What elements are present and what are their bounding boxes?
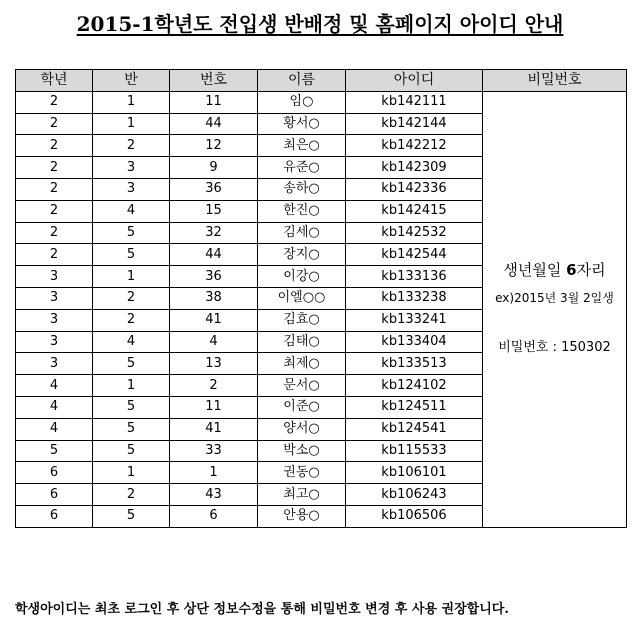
cell-class: 5	[93, 353, 170, 375]
cell-id: kb133404	[346, 331, 483, 353]
cell-grade: 2	[16, 157, 93, 179]
cell-number: 43	[170, 484, 258, 506]
cell-name: 김세○	[258, 222, 346, 244]
cell-grade: 3	[16, 331, 93, 353]
password-rule-suffix: 자리	[576, 261, 606, 280]
cell-grade: 2	[16, 244, 93, 266]
cell-number: 11	[170, 91, 258, 113]
cell-number: 9	[170, 157, 258, 179]
cell-grade: 2	[16, 91, 93, 113]
cell-number: 13	[170, 353, 258, 375]
cell-id: kb142415	[346, 200, 483, 222]
cell-class: 2	[93, 135, 170, 157]
cell-grade: 5	[16, 440, 93, 462]
cell-class: 5	[93, 418, 170, 440]
cell-number: 1	[170, 462, 258, 484]
cell-name: 이강○	[258, 266, 346, 288]
password-note-cell	[483, 91, 627, 527]
cell-number: 4	[170, 331, 258, 353]
cell-id: kb124541	[346, 418, 483, 440]
cell-id: kb133238	[346, 287, 483, 309]
cell-name: 최제○	[258, 353, 346, 375]
cell-name: 최고○	[258, 484, 346, 506]
cell-class: 2	[93, 287, 170, 309]
cell-number: 6	[170, 505, 258, 527]
cell-number: 2	[170, 375, 258, 397]
cell-name: 박소○	[258, 440, 346, 462]
cell-class: 2	[93, 484, 170, 506]
cell-number: 41	[170, 418, 258, 440]
cell-class: 4	[93, 331, 170, 353]
table-row	[16, 91, 627, 113]
cell-grade: 2	[16, 135, 93, 157]
cell-grade: 2	[16, 178, 93, 200]
password-example: ex)2015년 3월 2일생	[495, 291, 614, 306]
cell-class: 1	[93, 375, 170, 397]
cell-id: kb142111	[346, 91, 483, 113]
cell-id: kb142309	[346, 157, 483, 179]
cell-id: kb142212	[346, 135, 483, 157]
cell-name: 김효○	[258, 309, 346, 331]
cell-grade: 6	[16, 462, 93, 484]
cell-class: 1	[93, 266, 170, 288]
cell-id: kb106506	[346, 505, 483, 527]
cell-class: 5	[93, 505, 170, 527]
cell-id: kb133513	[346, 353, 483, 375]
cell-id: kb133136	[346, 266, 483, 288]
cell-id: kb142532	[346, 222, 483, 244]
cell-number: 33	[170, 440, 258, 462]
cell-name: 김태○	[258, 331, 346, 353]
page-title-text: 2015-1학년도 전입생 반배정 및 홈페이지 아이디 안내	[76, 12, 564, 36]
cell-grade: 4	[16, 418, 93, 440]
page-title	[0, 8, 640, 37]
footer-note: 학생아이디는 최초 로그인 후 상단 정보수정을 통해 비밀번호 변경 후 사용 권장합니다.	[15, 602, 509, 617]
cell-number: 41	[170, 309, 258, 331]
password-rule	[483, 261, 626, 280]
cell-class: 5	[93, 440, 170, 462]
student-id-table	[15, 69, 627, 528]
cell-grade: 2	[16, 222, 93, 244]
cell-number: 38	[170, 287, 258, 309]
cell-id: kb115533	[346, 440, 483, 462]
cell-name: 문서○	[258, 375, 346, 397]
cell-id: kb106101	[346, 462, 483, 484]
cell-grade: 3	[16, 266, 93, 288]
cell-name: 임○	[258, 91, 346, 113]
cell-name: 한진○	[258, 200, 346, 222]
cell-class: 3	[93, 178, 170, 200]
cell-class: 5	[93, 222, 170, 244]
cell-grade: 3	[16, 309, 93, 331]
cell-id: kb142336	[346, 178, 483, 200]
cell-class: 3	[93, 157, 170, 179]
password-example-value: 비밀번호 : 150302	[498, 340, 611, 356]
cell-number: 36	[170, 178, 258, 200]
cell-name: 양서○	[258, 418, 346, 440]
cell-id: kb124102	[346, 375, 483, 397]
cell-name: 최은○	[258, 135, 346, 157]
header-id: 아이디	[346, 70, 483, 92]
cell-name: 장지○	[258, 244, 346, 266]
cell-name: 황서○	[258, 113, 346, 135]
cell-name: 유준○	[258, 157, 346, 179]
cell-class: 5	[93, 396, 170, 418]
cell-id: kb142144	[346, 113, 483, 135]
table-body	[16, 91, 627, 527]
cell-grade: 6	[16, 484, 93, 506]
password-rule-digits: 6	[566, 261, 577, 280]
cell-number: 36	[170, 266, 258, 288]
cell-name: 안용○	[258, 505, 346, 527]
cell-id: kb133241	[346, 309, 483, 331]
cell-number: 15	[170, 200, 258, 222]
cell-grade: 6	[16, 505, 93, 527]
header-name: 이름	[258, 70, 346, 92]
cell-name: 송하○	[258, 178, 346, 200]
header-class: 반	[93, 70, 170, 92]
cell-number: 44	[170, 244, 258, 266]
cell-class: 4	[93, 200, 170, 222]
cell-grade: 2	[16, 113, 93, 135]
password-rule-prefix: 생년월일	[503, 261, 567, 280]
cell-id: kb124511	[346, 396, 483, 418]
header-password: 비밀번호	[483, 70, 627, 92]
cell-name: 이준○	[258, 396, 346, 418]
cell-id: kb142544	[346, 244, 483, 266]
cell-name: 이엘○○	[258, 287, 346, 309]
cell-class: 1	[93, 113, 170, 135]
cell-class: 1	[93, 462, 170, 484]
table-header-row	[16, 70, 627, 92]
cell-class: 5	[93, 244, 170, 266]
cell-class: 2	[93, 309, 170, 331]
cell-number: 12	[170, 135, 258, 157]
cell-class: 1	[93, 91, 170, 113]
cell-grade: 2	[16, 200, 93, 222]
cell-grade: 4	[16, 375, 93, 397]
header-grade: 학년	[16, 70, 93, 92]
cell-grade: 3	[16, 353, 93, 375]
cell-name: 권동○	[258, 462, 346, 484]
cell-grade: 4	[16, 396, 93, 418]
cell-number: 11	[170, 396, 258, 418]
cell-grade: 3	[16, 287, 93, 309]
cell-number: 32	[170, 222, 258, 244]
cell-id: kb106243	[346, 484, 483, 506]
cell-number: 44	[170, 113, 258, 135]
header-number: 번호	[170, 70, 258, 92]
